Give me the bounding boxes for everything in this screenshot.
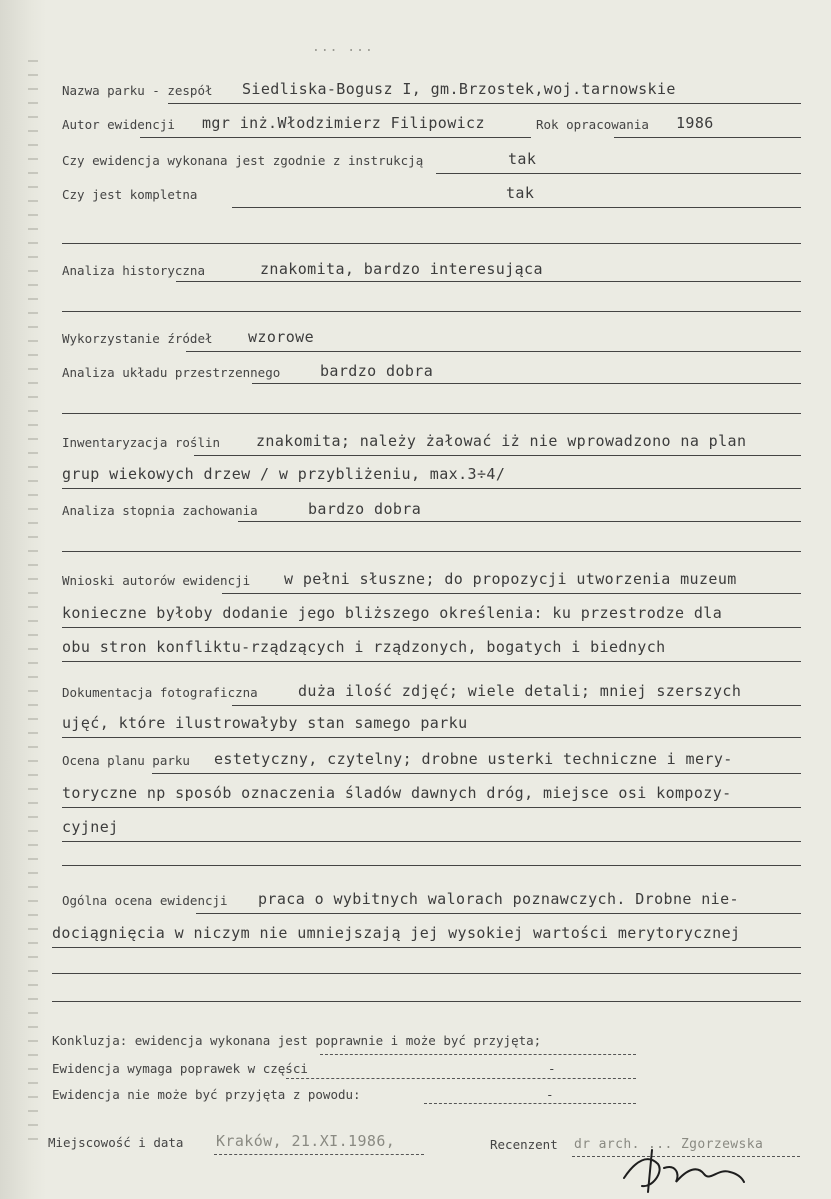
- historical-value: znakomita, bardzo interesująca: [260, 260, 543, 278]
- line: [52, 973, 801, 974]
- plan-row: [62, 746, 801, 772]
- conclusion-text: Konkluzja: ewidencja wykonana jest poprawnie i może być przyjęta;: [52, 1033, 542, 1048]
- line: [62, 865, 801, 866]
- place-date-label: Miejscowość i data: [48, 1135, 184, 1150]
- handwritten-signature: [618, 1138, 748, 1196]
- spatial-value: bardzo dobra: [320, 362, 434, 380]
- plan-value-3: cyjnej: [62, 818, 119, 836]
- overall-value: praca o wybitnych walorach poznawczych. Drobne nie-: [258, 890, 739, 908]
- conclusion-line-1: [52, 1026, 801, 1052]
- complete-label: Czy jest kompletna: [62, 187, 198, 202]
- year-value: 1986: [676, 114, 714, 132]
- preservation-row: [62, 496, 801, 522]
- dashed-line: [286, 1078, 636, 1079]
- preservation-value: bardzo dobra: [308, 500, 422, 518]
- park-name-label: Nazwa parku - zespół: [62, 83, 213, 98]
- line: [194, 455, 801, 456]
- line: [436, 173, 801, 174]
- line: [62, 807, 801, 808]
- line: [62, 661, 801, 662]
- complete-value: tak: [506, 184, 535, 202]
- line: [62, 551, 801, 552]
- preservation-label: Analiza stopnia zachowania: [62, 503, 258, 518]
- instruction-label: Czy ewidencja wykonana jest zgodnie z instrukcją: [62, 153, 424, 168]
- overall-row: [62, 886, 801, 912]
- author-label: Autor ewidencji: [62, 117, 175, 132]
- line: [196, 913, 801, 914]
- line: [186, 351, 801, 352]
- line: [62, 488, 801, 489]
- conclusions-label: Wnioski autorów ewidencji: [62, 573, 251, 588]
- photo-row-2: [62, 710, 801, 736]
- photo-value-2: ujęć, które ilustrowałyby stan samego parku: [62, 714, 468, 732]
- line: [176, 281, 801, 282]
- conclusions-row-2: [62, 600, 801, 626]
- perforation-marks: [28, 60, 38, 1140]
- needs-corrections-label: Ewidencja wymaga poprawek w części: [52, 1061, 308, 1076]
- instruction-value: tak: [508, 150, 537, 168]
- overall-label: Ogólna ocena ewidencji: [62, 893, 228, 908]
- historical-row: [62, 256, 801, 282]
- line: [614, 137, 801, 138]
- author-row: [62, 110, 801, 136]
- needs-corrections-value: -: [548, 1061, 556, 1076]
- conclusions-value-2: konieczne byłoby dodanie jego bliższego określenia: ku przestrodze dla: [62, 604, 723, 622]
- inventory-row: [62, 428, 801, 454]
- author-value: mgr inż.Włodzimierz Filipowicz: [202, 114, 485, 132]
- inventory-label: Inwentaryzacja roślin: [62, 435, 221, 450]
- conclusions-row-3: [62, 634, 801, 660]
- photo-label: Dokumentacja fotograficzna: [62, 685, 258, 700]
- photo-row: [62, 678, 801, 704]
- spatial-row: [62, 358, 801, 384]
- line: [62, 737, 801, 738]
- conclusions-value: w pełni słuszne; do propozycji utworzenia muzeum: [284, 570, 737, 588]
- park-name-value: Siedliska-Bogusz I, gm.Brzostek,woj.tarnowskie: [242, 80, 676, 98]
- plan-row-3: [62, 814, 801, 840]
- binder-edge: [0, 0, 46, 1199]
- overall-row-2: [52, 920, 801, 946]
- overall-value-2: dociągnięcia w niczym nie umniejszają jej wysokiej wartości merytorycznej: [52, 924, 741, 942]
- line: [62, 841, 801, 842]
- sources-row: [62, 324, 801, 350]
- plan-label: Ocena planu parku: [62, 753, 190, 768]
- park-name-row: [62, 76, 801, 102]
- inventory-value: znakomita; należy żałować iż nie wprowadzono na plan: [256, 432, 747, 450]
- line: [232, 705, 801, 706]
- inventory-row-2: [62, 461, 801, 487]
- rejected-label: Ewidencja nie może być przyjęta z powodu:: [52, 1087, 361, 1102]
- line: [238, 521, 801, 522]
- line: [168, 103, 801, 104]
- line: [152, 773, 801, 774]
- line: [52, 1001, 801, 1002]
- line: [62, 627, 801, 628]
- spatial-label: Analiza układu przestrzennego: [62, 365, 281, 380]
- historical-label: Analiza historyczna: [62, 263, 205, 278]
- photo-value: duża ilość zdjęć; wiele detali; mniej szerszych: [298, 682, 742, 700]
- form-header: ... ...: [312, 40, 374, 55]
- conclusion-line-2: [52, 1054, 801, 1080]
- sources-label: Wykorzystanie źródeł: [62, 331, 213, 346]
- conclusions-row: [62, 566, 801, 592]
- dashed-line: [214, 1154, 424, 1155]
- rejected-value: -: [546, 1087, 554, 1102]
- dashed-line: [424, 1103, 636, 1104]
- line: [232, 207, 801, 208]
- instruction-row: [62, 146, 801, 172]
- inventory-value-2: grup wiekowych drzew / w przybliżeniu, max.3÷4/: [62, 465, 506, 483]
- line: [62, 413, 801, 414]
- line: [62, 311, 801, 312]
- plan-value: estetyczny, czytelny; drobne usterki techniczne i mery-: [214, 750, 733, 768]
- plan-row-2: [62, 780, 801, 806]
- reviewer-label: Recenzent: [490, 1137, 558, 1152]
- place-date-value: Kraków, 21.XI.1986,: [216, 1132, 396, 1150]
- year-label: Rok opracowania: [536, 117, 649, 132]
- complete-row: [62, 180, 801, 206]
- conclusions-value-3: obu stron konfliktu-rządzących i rządzonych, bogatych i biednych: [62, 638, 666, 656]
- line: [222, 593, 801, 594]
- line: [140, 137, 531, 138]
- plan-value-2: toryczne np sposób oznaczenia śladów dawnych dróg, miejsce osi kompozy-: [62, 784, 732, 802]
- line: [252, 383, 801, 384]
- line: [62, 243, 801, 244]
- line: [52, 947, 801, 948]
- reviewer-value: dr arch. ... Zgorzewska: [574, 1137, 764, 1152]
- sources-value: wzorowe: [248, 328, 315, 346]
